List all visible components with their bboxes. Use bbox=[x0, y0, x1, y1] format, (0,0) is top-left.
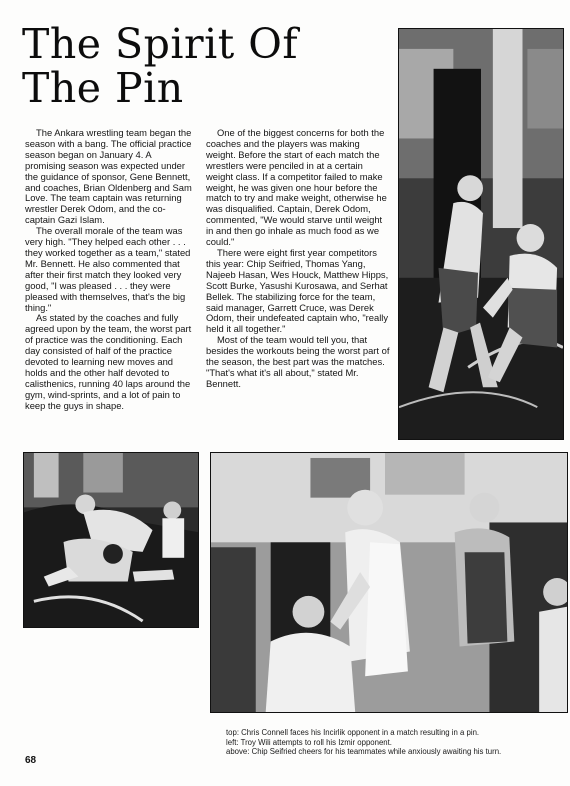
article-title bbox=[22, 22, 392, 110]
paragraph: The overall morale of the team was very high. "They helped each other . . . they worked together as a team," stated Mr. Bennett. He also commented that after their first match they looked very good, "I was pleased . . . they were pleased with themselves, that's the big thing." bbox=[25, 225, 191, 313]
paragraph: Most of the team would tell you, that besides the workouts being the worst part of the season, the best part was the matches. "That's what it's all about," stated Mr. Bennett. bbox=[206, 334, 390, 389]
caption-left: left: Troy Wili attempts to roll his Izmir opponent. bbox=[226, 737, 392, 747]
team-bench-photo bbox=[211, 453, 567, 712]
above-photo bbox=[210, 452, 568, 713]
wrestlers-mat-photo bbox=[24, 453, 198, 627]
caption-top: top: Chris Connell faces his Incirlik opponent in a match resulting in a pin. bbox=[226, 728, 480, 737]
left-text-column bbox=[25, 128, 192, 412]
photo-captions bbox=[226, 728, 566, 757]
paragraph: The Ankara wrestling team began the season with a bang. The official practice season began on January 4. A promising season was expected under the guidance of sponsor, Gene Bennett, and coaches, Brian Oldenberg and Sam Love. The team captain was returning wrestler Derek Odom, and the co-captain Gazi Islam. bbox=[25, 127, 192, 226]
left-photo bbox=[23, 452, 199, 628]
paragraph: As stated by the coaches and fully agreed upon by the team, the worst part of practice was the conditioning. Each day consisted of half of the practice devoted to learning new moves and holds and the other half devoted to calisthenics, running 40 laps around the gym, wind-sprints, and a lot of pain to keep the guys in shape. bbox=[25, 312, 192, 411]
top-photo bbox=[398, 28, 564, 440]
page-number: 68 bbox=[25, 755, 37, 766]
caption-above: above: Chip Seifried cheers for his teammates while anxiously awaiting his turn. bbox=[226, 747, 502, 757]
title-line-1: The Spirit Of bbox=[22, 20, 299, 68]
paragraph: There were eight first year competitors this year: Chip Seifried, Thomas Yang, Najeeb Hasan, Wes Houck, Matthew Hipps, Scott Burke, Yasushi Kurosawa, and Serhat Bellek. The stabilizing force for the team, said manager, Garrett Cruce, was Derek Odom, their undefeated captain who, "really held it all together." bbox=[206, 246, 389, 335]
paragraph: One of the biggest concerns for both the coaches and the players was making weight. Before the start of each match the wrestlers were penciled in at a certain weight class. If a competitor failed to make weight, he was given one hour before the match to try and make weight, otherwise he was disqualified. Captain, Derek Odom, commented, "We would starve until weight in and then go inhale as much food as we could." bbox=[206, 127, 387, 248]
middle-text-column bbox=[206, 128, 390, 390]
wrestlers-standing-photo bbox=[399, 29, 563, 439]
title-line-2: The Pin bbox=[22, 64, 184, 112]
